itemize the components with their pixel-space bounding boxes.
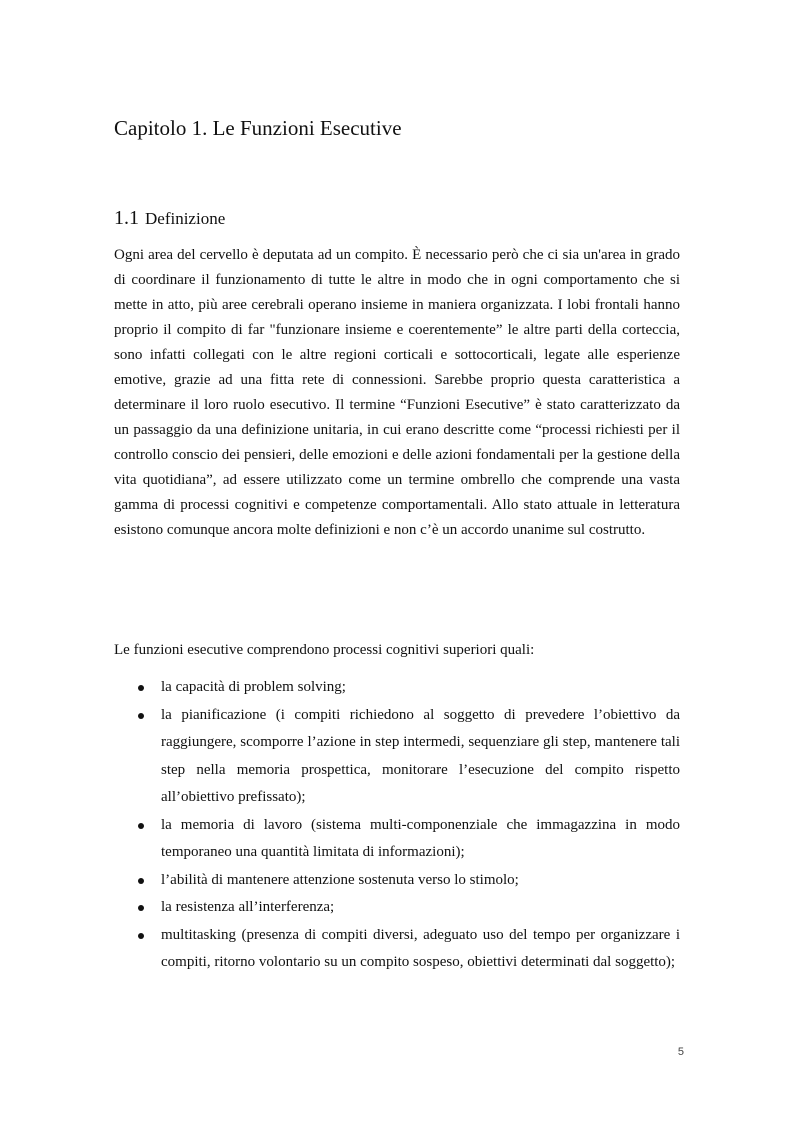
page-number: 5 bbox=[677, 1046, 684, 1058]
list-item-text: l’abilità di mantenere attenzione sostenuta verso lo stimolo; bbox=[161, 871, 519, 888]
list-item bbox=[134, 922, 680, 977]
list-item bbox=[134, 894, 680, 922]
list-item-text: la memoria di lavoro (sistema multi-componenziale che immagazzina in modo temporaneo una quantità limitata di informazioni); bbox=[161, 816, 680, 860]
list-item bbox=[134, 812, 680, 867]
bullet-icon bbox=[138, 713, 144, 719]
section-number: 1.1 bbox=[114, 207, 139, 229]
chapter-title: Capitolo 1. Le Funzioni Esecutive bbox=[114, 116, 402, 140]
section-label: Definizione bbox=[145, 209, 226, 228]
list-item-text: la pianificazione (i compiti richiedono al soggetto di prevedere l’obiettivo da raggiungere, scomporre l’azione in step intermedi, sequenziare gli step, mantenere tali step nella memoria prospettica, monitorare l’esecuzione del compito rispetto all’obiettivo prefissato); bbox=[161, 706, 680, 805]
section-title bbox=[114, 204, 225, 232]
list-item-text: multitasking (presenza di compiti diversi, adeguato uso del tempo per organizzare i compiti, ritorno volontario su un compito sospeso, obiettivi determinati dal soggetto); bbox=[161, 926, 680, 970]
bullet-icon bbox=[138, 685, 144, 691]
intro-paragraph: Ogni area del cervello è deputata ad un compito. È necessario però che ci sia un'area in grado di coordinare il funzionamento di tutte le altre in modo che in ogni comportamento che si mette in atto, più aree cerebrali operano insieme in maniera organizzata. I lobi frontali hanno proprio il compito di far "funzionare insieme e coerentemente” le altre parti della corteccia, sono infatti collegati con le altre regioni corticali e sottocorticali, legate alle esperienze emotive, grazie ad una fitta rete di connessioni. Sarebbe proprio questa caratteristica a determinare il loro ruolo esecutivo. Il termine “Funzioni Esecutive” è stato caratterizzato da un passaggio da una definizione unitaria, in cui erano descritte come “processi richiesti per il controllo conscio dei pensieri, delle emozioni e delle azioni fondamentali per la gestione della vita quotidiana”, ad essere utilizzato come un termine ombrello che comprende una vasta gamma di processi cognitivi e competenze comportamentali. Allo stato attuale in letteratura esistono comunque ancora molte definizioni e non c’è un accordo unanime sul costrutto. bbox=[114, 247, 680, 538]
list-item bbox=[134, 674, 680, 702]
list-intro-paragraph: Le funzioni esecutive comprendono processi cognitivi superiori quali: bbox=[114, 642, 535, 658]
bullet-icon bbox=[138, 933, 144, 939]
list-item-text: la resistenza all’interferenza; bbox=[161, 899, 335, 915]
bullet-icon bbox=[138, 878, 144, 884]
executive-functions-list bbox=[134, 674, 680, 977]
list-item bbox=[134, 702, 680, 812]
list-item-text: la capacità di problem solving; bbox=[161, 679, 346, 695]
bullet-icon bbox=[138, 905, 144, 911]
bullet-icon bbox=[138, 823, 144, 829]
list-item bbox=[134, 867, 680, 895]
